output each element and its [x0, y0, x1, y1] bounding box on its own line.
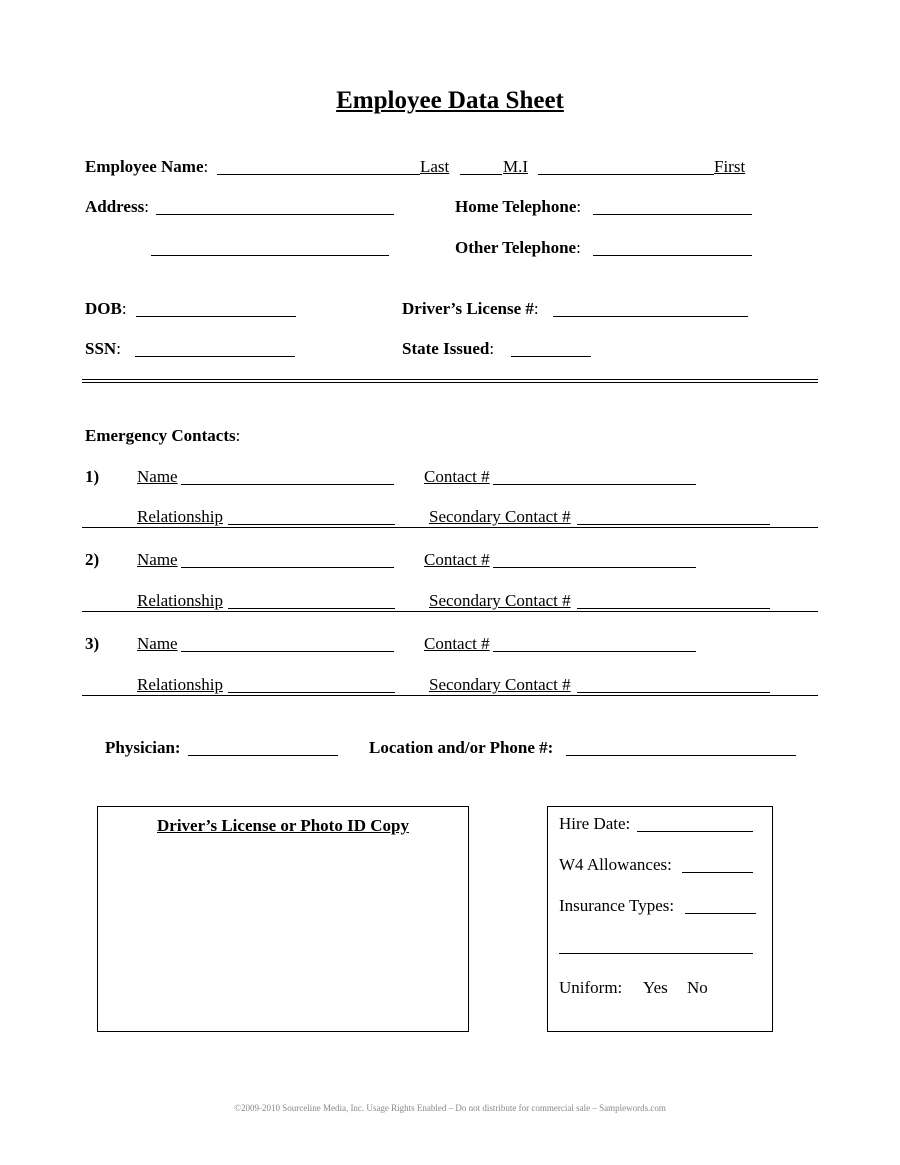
contact-3-number: 3)	[85, 634, 100, 653]
drivers-license-field[interactable]	[553, 316, 748, 317]
state-issued-label-group	[402, 340, 494, 358]
contact-1-secondary-field[interactable]	[577, 524, 770, 525]
other-telephone-label-group	[455, 239, 581, 257]
uniform-label: Uniform:	[559, 978, 623, 997]
hr-info-box	[547, 806, 773, 1032]
w4-allowances-label: W4 Allowances:	[559, 855, 672, 874]
contact-3-name-field[interactable]	[181, 651, 394, 652]
contact-3-relationship-label: Relationship	[137, 675, 223, 694]
contact-2-contact-label: Contact #	[424, 550, 490, 569]
contact-3-contact-label: Contact #	[424, 634, 490, 653]
other-telephone-label: Other Telephone	[455, 238, 577, 257]
contact-1-contact-label: Contact #	[424, 467, 490, 486]
address-label-group	[85, 198, 149, 216]
drivers-license-colon: :	[533, 299, 539, 318]
address-line2-field[interactable]	[151, 255, 389, 256]
hire-date-field[interactable]	[637, 831, 753, 832]
insurance-types-label: Insurance Types:	[559, 896, 675, 915]
contact-3-secondary-field[interactable]	[577, 692, 770, 693]
section-divider-bottom	[82, 382, 818, 383]
page-title: Employee Data Sheet	[336, 87, 564, 114]
employee-first-name-field[interactable]	[538, 174, 714, 175]
contact-2-divider	[82, 611, 818, 612]
last-name-caption: Last	[420, 157, 450, 176]
contact-3-contact-field[interactable]	[493, 651, 696, 652]
ssn-field[interactable]	[135, 356, 295, 357]
contact-2-number: 2)	[85, 550, 100, 569]
first-name-caption: First	[714, 157, 746, 176]
physician-field[interactable]	[188, 755, 338, 756]
contact-1-contact-field[interactable]	[493, 484, 696, 485]
drivers-license-label-group	[402, 300, 539, 318]
employee-name-label: Employee Name	[85, 157, 204, 176]
ssn-label-group	[85, 340, 121, 358]
contact-1-name-label: Name	[137, 467, 178, 486]
uniform-no-option[interactable]: No	[687, 978, 708, 997]
contact-3-relationship-field[interactable]	[228, 692, 395, 693]
contact-2-secondary-label: Secondary Contact #	[429, 591, 571, 610]
section-divider-top	[82, 379, 818, 380]
state-issued-label: State Issued	[402, 339, 490, 358]
contact-1-relationship-field[interactable]	[228, 524, 395, 525]
home-telephone-label: Home Telephone	[455, 197, 577, 216]
employee-mi-field[interactable]	[460, 174, 502, 175]
location-phone-field[interactable]	[566, 755, 796, 756]
other-telephone-field[interactable]	[593, 255, 752, 256]
state-issued-colon: :	[489, 339, 495, 358]
employee-name-label-group	[85, 158, 208, 176]
contact-2-relationship-label: Relationship	[137, 591, 223, 610]
other-telephone-colon: :	[576, 238, 581, 257]
insurance-types-field-line2[interactable]	[559, 953, 753, 954]
uniform-yes-option[interactable]: Yes	[643, 978, 668, 997]
employee-name-colon: :	[203, 157, 209, 176]
contact-1-divider	[82, 527, 818, 528]
address-colon: :	[144, 197, 149, 216]
contact-1-relationship-label: Relationship	[137, 507, 223, 526]
location-phone-label: Location and/or Phone #:	[369, 738, 554, 757]
photo-id-box[interactable]	[97, 806, 469, 1032]
ssn-label: SSN	[85, 339, 117, 358]
contact-2-name-field[interactable]	[181, 567, 394, 568]
employee-last-name-field[interactable]	[217, 174, 420, 175]
photo-id-box-title: Driver’s License or Photo ID Copy	[157, 816, 409, 835]
dob-field[interactable]	[136, 316, 296, 317]
contact-3-secondary-label: Secondary Contact #	[429, 675, 571, 694]
state-issued-field[interactable]	[511, 356, 591, 357]
address-line1-field[interactable]	[156, 214, 394, 215]
emergency-contacts-colon: :	[235, 426, 241, 445]
home-telephone-label-group	[455, 198, 581, 216]
contact-1-name-field[interactable]	[181, 484, 394, 485]
dob-label: DOB	[85, 299, 122, 318]
drivers-license-label: Driver’s License #	[402, 299, 534, 318]
copyright-footer: ©2009-2010 Sourceline Media, Inc. Usage Rights Enabled – Do not distribute for commercial sale – Samplewords.com	[234, 1103, 666, 1113]
ssn-colon: :	[116, 339, 121, 358]
hire-date-label: Hire Date:	[559, 814, 631, 833]
insurance-types-field[interactable]	[685, 913, 756, 914]
physician-label: Physician:	[105, 738, 181, 757]
contact-2-secondary-field[interactable]	[577, 608, 770, 609]
home-telephone-colon: :	[576, 197, 582, 216]
contact-2-name-label: Name	[137, 550, 178, 569]
contact-2-relationship-field[interactable]	[228, 608, 395, 609]
address-label: Address	[85, 197, 145, 216]
dob-label-group	[85, 300, 127, 318]
w4-allowances-field[interactable]	[682, 872, 753, 873]
contact-3-name-label: Name	[137, 634, 178, 653]
contact-1-secondary-label: Secondary Contact #	[429, 507, 571, 526]
contact-2-contact-field[interactable]	[493, 567, 696, 568]
mi-caption: M.I	[503, 157, 529, 176]
contact-3-divider	[82, 695, 818, 696]
emergency-contacts-heading	[85, 427, 240, 445]
contact-1-number: 1)	[85, 467, 100, 486]
dob-colon: :	[121, 299, 127, 318]
home-telephone-field[interactable]	[593, 214, 752, 215]
emergency-contacts-label: Emergency Contacts	[85, 426, 236, 445]
